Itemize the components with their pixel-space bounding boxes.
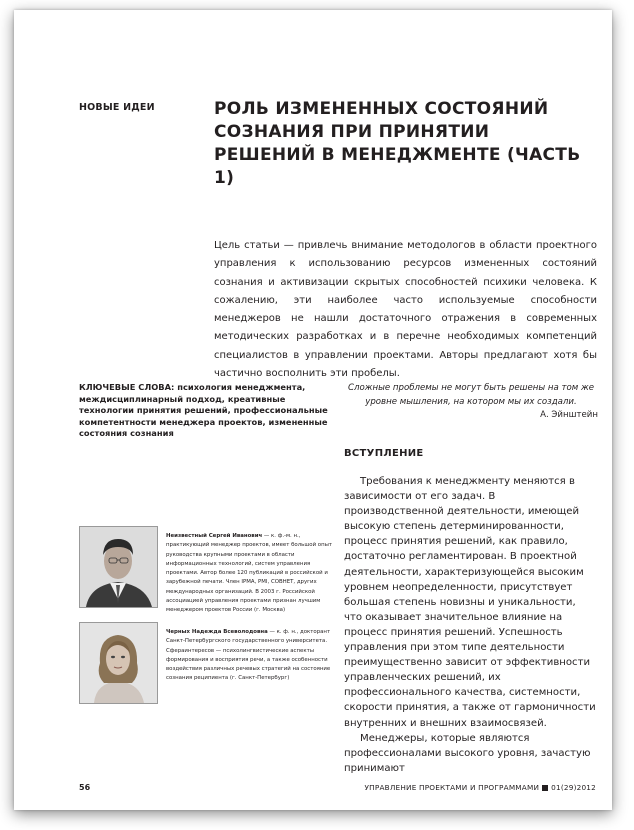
issue-number: 01(29)2012 bbox=[551, 783, 596, 792]
author-description: — к. ф.-м. н., практикующий менеджер проектов, имеет большой опыт руководства крупными проектами в области информационных технологий, систем управления проектами. Автор более 120 публикаций в российской и зарубежной печати. Член IPMA, PMI, СОВНЕТ, других международных организаций. В 2003 г. Российской ассоциацией управления проектами признан лучшим менеджером проектов России (г. Москва) bbox=[166, 533, 333, 614]
author-bio bbox=[166, 532, 338, 616]
body-text bbox=[344, 474, 596, 776]
page-number: 56 bbox=[79, 783, 91, 792]
author-card bbox=[79, 622, 339, 717]
section-heading: ВСТУПЛЕНИЕ bbox=[344, 448, 424, 459]
journal-footer bbox=[365, 783, 596, 792]
author-bio bbox=[166, 628, 338, 684]
square-bullet-icon bbox=[542, 785, 548, 791]
body-paragraph: Менеджеры, которые являются профессионалами высокого уровня, зачастую принимают bbox=[344, 732, 591, 774]
author-name: Черных Надежда Всеволодовна bbox=[166, 629, 268, 635]
rubric-label: НОВЫЕ ИДЕИ bbox=[79, 102, 155, 113]
journal-name: УПРАВЛЕНИЕ ПРОЕКТАМИ И ПРОГРАММАМИ bbox=[364, 783, 540, 792]
keywords: КЛЮЧЕВЫЕ СЛОВА: психология менеджмента, междисциплинарный подход, креативные технологии принятия решений, профессиональные компетентности менеджера проектов, измененные состояния сознания bbox=[79, 382, 328, 438]
author-photo bbox=[79, 526, 158, 608]
article-title: РОЛЬ ИЗМЕНЕННЫХ СОСТОЯНИЙ СОЗНАНИЯ ПРИ ПРИНЯТИИ РЕШЕНИЙ В МЕНЕДЖМЕНТЕ (ЧАСТЬ 1) bbox=[214, 99, 581, 188]
epigraph-quote: Сложные проблемы не могут быть решены на том же уровне мышления, на котором мы их создали. bbox=[347, 383, 595, 407]
author-card bbox=[79, 526, 339, 621]
author-portrait-icon bbox=[80, 527, 157, 607]
author-name: Неизвестный Сергей Иванович bbox=[166, 533, 263, 539]
journal-page bbox=[14, 10, 612, 810]
epigraph bbox=[344, 382, 598, 423]
author-photo bbox=[79, 622, 158, 704]
author-description: — к. ф. н., докторант Санкт-Петербургского государственного университета. Сфераинтересов — психолингвистические аспекты формирования и восприятия речи, а также особенности воздействия различных речевых стратегий на состояние сознания реципиента (г. Санкт-Петербург) bbox=[166, 629, 331, 682]
author-portrait-icon bbox=[80, 623, 157, 703]
epigraph-author: А. Эйнштейн bbox=[540, 410, 598, 420]
article-abstract: Цель статьи — привлечь внимание методологов в области проектного управления к использованию ресурсов измененных состояний сознания и активизации скрытых способностей психики человека. К сожалению, эти наиболее часто используемые способности менеджеров не нашли достаточного отражения в современных методических разработках и в перечне необходимых компетенций специалистов в управлении проектами. Авторы предлагают хотя бы частично восполнить эти пробелы. bbox=[214, 240, 597, 380]
body-paragraph: Требования к менеджменту меняются в зависимости от его задач. В производственной деятельности, имеющей высокую степень детерминированности, процесс принятия решений, как правило, достаточно регламентирован. В проектной деятельности, характеризующейся высоким уровнем неопределенности, присутствует большая степень новизны и уникальности, что оказывает значительное влияние на процесс принятия решений. Успешность управления при этом типе деятельности преимущественно зависит от эффективности управленческих решений, их профессионального качества, системности, скорости принятия, а также от гармоничности внутренних и внешних взаимосвязей. bbox=[344, 476, 596, 729]
